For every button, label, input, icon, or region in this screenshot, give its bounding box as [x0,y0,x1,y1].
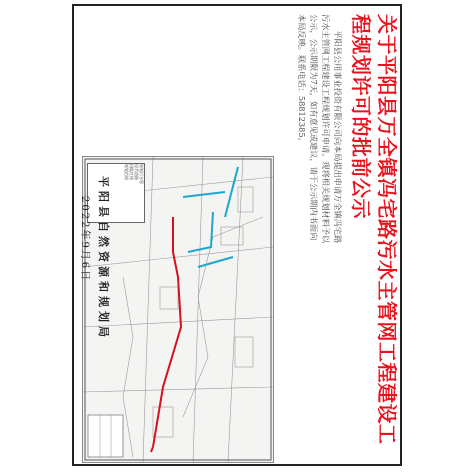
legend-item: 现状道路 [134,164,139,180]
title-block [88,415,123,457]
rotated-content [74,6,404,468]
issue-date: 2022年9月6日 [79,196,90,283]
notice-sheet [72,4,402,466]
sewer-main-pipe [151,217,181,452]
legend-item: 规划范围 [124,164,129,180]
legend-item: 规划污水管 [139,164,144,184]
issuing-organization: 平阳县自然资源和规划局 [97,176,110,341]
legend-item: 用地红线 [129,164,134,180]
notice-body: 平阳县公用事业投资有限公司向本局提出申请万全镇冯宅路污水主管网工程建设工程规划许可申请。现将相关规划材料予以公示，公示期限为7天，如有意见或建议，请于公示期内书面向本局反映。联系电话：58812385。 [297,14,343,244]
road-lines [183,167,238,267]
notice-title: 关于平阳县万全镇冯宅路污水主管网工程建设工程规划许可的批前公示 [349,14,399,445]
